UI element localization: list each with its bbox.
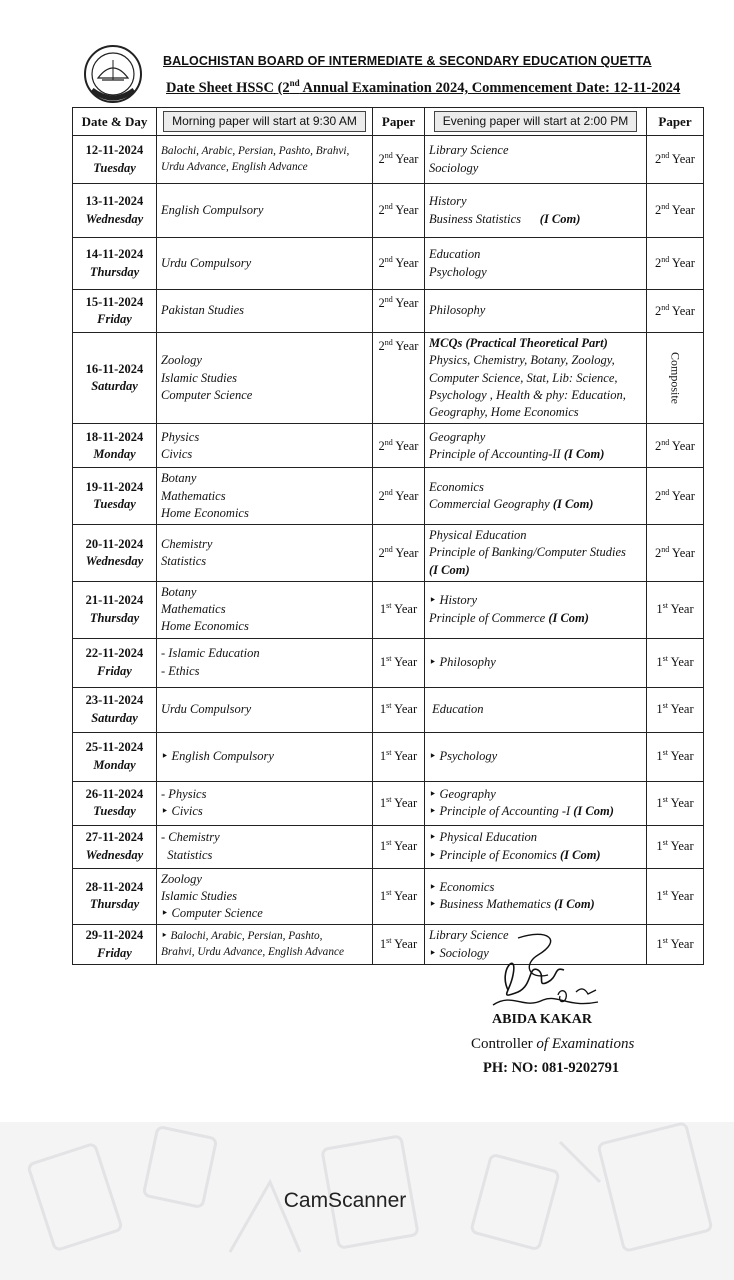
evening-subjects xyxy=(425,238,647,290)
subject-line: - Chemistry xyxy=(161,830,220,845)
header-paper-evening: Paper xyxy=(647,108,704,136)
subject-line: ‣ Principle of Accounting -I (I Com) xyxy=(429,804,614,818)
subject-line: Geography, Home Economics xyxy=(429,405,579,419)
exam-date: 28-11-2024 xyxy=(85,880,144,895)
table-row xyxy=(73,825,704,868)
table-row xyxy=(73,638,704,687)
subject-line: Geography xyxy=(429,429,486,444)
morning-paper-year: 2nd Year xyxy=(373,184,425,238)
subject-line: Zoology xyxy=(161,871,202,886)
subject-line: ‣ Philosophy xyxy=(429,654,496,669)
header-paper-morning: Paper xyxy=(373,108,425,136)
morning-subjects xyxy=(157,290,373,333)
exam-day: Friday xyxy=(97,663,132,678)
table-row xyxy=(73,424,704,468)
subject-line: - Ethics xyxy=(161,663,200,678)
subject-line: Sociology xyxy=(429,160,479,175)
morning-paper-year: 2nd Year xyxy=(373,525,425,582)
evening-subjects xyxy=(425,184,647,238)
subject-line: Pakistan Studies xyxy=(161,303,244,318)
date-cell xyxy=(73,333,157,424)
evening-paper-year: 1st Year xyxy=(647,638,704,687)
subject-line: ‣ English Compulsory xyxy=(161,748,274,763)
exam-date: 26-11-2024 xyxy=(85,786,144,801)
table-row xyxy=(73,868,704,925)
subject-line: Education xyxy=(429,701,484,716)
subject-line: Urdu Compulsory xyxy=(161,701,252,716)
icom-tag: (I Com) xyxy=(573,804,614,818)
subject-line: English Compulsory xyxy=(161,202,264,217)
evening-paper-year: 1st Year xyxy=(647,732,704,781)
evening-paper-year: 1st Year xyxy=(647,581,704,638)
evening-subjects xyxy=(425,825,647,868)
exam-date: 23-11-2024 xyxy=(85,693,144,708)
evening-subjects xyxy=(425,136,647,184)
subject-line: Urdu Compulsory xyxy=(161,255,252,270)
subject-line: Principle of Banking/Computer Studies xyxy=(429,545,626,560)
subject-line: Library Science xyxy=(429,928,509,943)
evening-subjects xyxy=(425,581,647,638)
subject-line: Business Statistics (I Com) xyxy=(429,211,581,226)
date-cell xyxy=(73,638,157,687)
evening-subjects xyxy=(425,687,647,732)
morning-subjects xyxy=(157,687,373,732)
exam-date: 21-11-2024 xyxy=(85,593,144,608)
table-row xyxy=(73,732,704,781)
morning-paper-year: 1st Year xyxy=(373,581,425,638)
evening-paper-year: 2nd Year xyxy=(647,290,704,333)
subject-line: ‣ Economics xyxy=(429,880,495,895)
morning-paper-year: 2nd Year xyxy=(373,468,425,525)
composite-label: Composite xyxy=(668,352,683,405)
subject-line: ‣ Geography xyxy=(429,786,496,801)
date-cell xyxy=(73,581,157,638)
subject-line: Computer Science, Stat, Lib: Science, xyxy=(429,370,618,385)
icom-tag: (I Com) xyxy=(559,847,601,862)
subject-line: Statistics xyxy=(161,553,207,568)
subject-line xyxy=(429,562,642,579)
date-cell xyxy=(73,925,157,965)
board-name: BALOCHISTAN BOARD OF INTERMEDIATE & SECONDARY EDUCATION QUETTA xyxy=(163,54,652,68)
subject-line: Principle of Commerce (I Com) xyxy=(429,610,589,625)
morning-subjects xyxy=(157,525,373,582)
subject-line: Library Science xyxy=(429,143,509,158)
subject-line: Mathematics xyxy=(161,602,226,616)
exam-day: Tuesday xyxy=(93,160,136,175)
morning-paper-year: 2nd Year xyxy=(373,424,425,468)
subject-line: ‣ Psychology xyxy=(429,748,498,763)
exam-day: Tuesday xyxy=(93,497,136,512)
subject-line: Islamic Studies xyxy=(161,888,238,903)
date-cell xyxy=(73,136,157,184)
exam-day: Wednesday xyxy=(85,847,144,862)
date-cell xyxy=(73,868,157,925)
subject-line: Economics xyxy=(429,479,484,494)
subject-line: Botany xyxy=(161,584,197,599)
subject-line: Zoology xyxy=(161,353,202,368)
morning-subjects xyxy=(157,468,373,525)
date-cell xyxy=(73,290,157,333)
date-cell xyxy=(73,687,157,732)
date-cell xyxy=(73,525,157,582)
morning-subjects xyxy=(157,136,373,184)
table-row xyxy=(73,184,704,238)
exam-date: 14-11-2024 xyxy=(85,247,144,262)
subject-line: ‣ Sociology xyxy=(429,945,489,960)
mcq-title: MCQs (Practical Theoretical Part) xyxy=(429,336,608,350)
subject-line: Physical Education xyxy=(429,528,527,542)
evening-paper-year: 2nd Year xyxy=(647,468,704,525)
icom-tag: (I Com) xyxy=(554,897,595,912)
subject-line: ‣ Business Mathematics (I Com) xyxy=(429,897,595,912)
evening-mcq-subjects xyxy=(425,333,647,424)
morning-paper-year: 2nd Year xyxy=(373,238,425,290)
morning-subjects xyxy=(157,333,373,424)
header-date-day: Date & Day xyxy=(73,108,157,136)
evening-subjects xyxy=(425,290,647,333)
subject-line: Computer Science xyxy=(161,387,253,402)
subject-line: Urdu Advance, English Advance xyxy=(161,160,308,173)
morning-paper-year: 2nd Year xyxy=(373,290,425,333)
morning-paper-year: 1st Year xyxy=(373,732,425,781)
evening-paper-year: 2nd Year xyxy=(647,136,704,184)
evening-subjects xyxy=(425,525,647,582)
subject-line: Physics, Chemistry, Botany, Zoology, xyxy=(429,353,615,368)
evening-subjects xyxy=(425,732,647,781)
morning-subjects xyxy=(157,732,373,781)
subject-line: ‣ History xyxy=(429,593,477,608)
evening-paper-year: 1st Year xyxy=(647,825,704,868)
morning-subjects xyxy=(157,868,373,925)
evening-subjects xyxy=(425,424,647,468)
evening-paper-year: 1st Year xyxy=(647,687,704,732)
evening-subjects xyxy=(425,781,647,825)
exam-date: 18-11-2024 xyxy=(85,429,144,444)
morning-subjects xyxy=(157,825,373,868)
table-row xyxy=(73,581,704,638)
table-header-row xyxy=(73,108,704,136)
subject-line: Statistics xyxy=(161,847,213,862)
subject-line: Psychology xyxy=(429,264,487,279)
morning-subjects xyxy=(157,638,373,687)
exam-date: 29-11-2024 xyxy=(85,928,144,943)
icom-tag: (I Com) xyxy=(548,610,589,625)
board-logo xyxy=(80,44,146,106)
table-row xyxy=(73,238,704,290)
exam-date: 19-11-2024 xyxy=(85,479,144,494)
morning-subjects xyxy=(157,581,373,638)
table-row xyxy=(73,468,704,525)
morning-paper-year: 1st Year xyxy=(373,781,425,825)
exam-day: Thursday xyxy=(89,897,140,912)
exam-day: Saturday xyxy=(91,379,138,394)
subject-line: Balochi, Arabic, Persian, Pashto, Brahvi, xyxy=(161,144,350,157)
exam-date: 12-11-2024 xyxy=(85,143,144,158)
subject-line: - Islamic Education xyxy=(161,646,260,661)
evening-subjects xyxy=(425,468,647,525)
icom-tag: (I Com) xyxy=(552,497,594,512)
evening-paper-year: 2nd Year xyxy=(647,525,704,582)
date-cell xyxy=(73,184,157,238)
subject-line: Psychology , Health & phy: Education, xyxy=(429,387,626,402)
morning-paper-year: 2nd Year xyxy=(373,333,425,424)
evening-paper-year: 2nd Year xyxy=(647,424,704,468)
subject-line: Commercial Geography (I Com) xyxy=(429,497,594,512)
exam-date: 16-11-2024 xyxy=(85,361,144,376)
exam-day: Friday xyxy=(97,945,132,960)
evening-paper-year: 1st Year xyxy=(647,925,704,965)
evening-subjects xyxy=(425,868,647,925)
exam-day: Thursday xyxy=(89,610,140,625)
icom-tag: (I Com) xyxy=(539,211,581,226)
date-cell xyxy=(73,238,157,290)
subject-line: Education xyxy=(429,247,481,262)
controller-title: Controller of Examinations xyxy=(471,1036,635,1052)
morning-paper-year: 1st Year xyxy=(373,687,425,732)
subject-line: Home Economics xyxy=(161,505,249,520)
evening-subjects xyxy=(425,638,647,687)
exam-date: 20-11-2024 xyxy=(85,536,144,551)
morning-subjects xyxy=(157,424,373,468)
icom-tag: (I Com) xyxy=(563,446,605,461)
subject-line: Home Economics xyxy=(161,619,249,634)
exam-date: 13-11-2024 xyxy=(85,194,144,209)
date-cell xyxy=(73,781,157,825)
morning-subjects xyxy=(157,781,373,825)
subject-line: ‣ Physical Education xyxy=(429,830,538,845)
subject-line: ‣ Computer Science xyxy=(161,906,263,920)
exam-date: 22-11-2024 xyxy=(85,646,144,661)
subject-line: Chemistry xyxy=(161,536,213,551)
exam-day: Tuesday xyxy=(93,804,136,818)
signature-image xyxy=(488,930,628,1020)
subject-line: Botany xyxy=(161,471,197,486)
subject-line: - Physics xyxy=(161,786,207,801)
morning-subjects xyxy=(157,184,373,238)
morning-paper-year: 2nd Year xyxy=(373,136,425,184)
table-row xyxy=(73,781,704,825)
subject-line: Philosophy xyxy=(429,303,486,318)
evening-paper-year: 1st Year xyxy=(647,868,704,925)
exam-day: Monday xyxy=(93,757,136,772)
exam-day: Friday xyxy=(97,312,132,326)
camscanner-brand: CamScanner xyxy=(283,1189,407,1212)
exam-day: Monday xyxy=(93,446,136,461)
subject-line: ‣ Civics xyxy=(161,804,203,818)
table-row xyxy=(73,290,704,333)
morning-paper-year: 1st Year xyxy=(373,638,425,687)
exam-date: 25-11-2024 xyxy=(85,740,144,755)
table-row xyxy=(73,333,704,424)
evening-paper-year: 2nd Year xyxy=(647,238,704,290)
icom-tag: (I Com) xyxy=(429,562,470,577)
subject-line: Principle of Accounting-II (I Com) xyxy=(429,446,605,461)
exam-day: Thursday xyxy=(89,264,140,279)
table-row xyxy=(73,136,704,184)
exam-day: Wednesday xyxy=(85,553,144,568)
subject-line: Civics xyxy=(161,446,193,461)
morning-paper-year: 1st Year xyxy=(373,825,425,868)
exam-date: 27-11-2024 xyxy=(85,830,144,845)
subject-line: Brahvi, Urdu Advance, English Advance xyxy=(161,945,345,958)
evening-paper-composite xyxy=(647,333,704,424)
morning-paper-year: 1st Year xyxy=(373,868,425,925)
controller-phone: PH: NO: 081-9202791 xyxy=(483,1060,620,1076)
controller-name: ABIDA KAKAR xyxy=(492,1012,592,1027)
exam-day: Saturday xyxy=(91,710,138,725)
morning-subjects xyxy=(157,238,373,290)
subject-line: Mathematics xyxy=(161,488,226,503)
table-row xyxy=(73,525,704,582)
date-cell xyxy=(73,825,157,868)
morning-paper-year: 1st Year xyxy=(373,925,425,965)
date-cell xyxy=(73,468,157,525)
exam-day: Wednesday xyxy=(85,211,144,226)
subject-line: ‣ Balochi, Arabic, Persian, Pashto, xyxy=(161,929,323,942)
evening-paper-year: 2nd Year xyxy=(647,184,704,238)
subject-line: Islamic Studies xyxy=(161,370,238,385)
header-morning: Morning paper will start at 9:30 AM xyxy=(157,108,373,136)
morning-subjects xyxy=(157,925,373,965)
date-sheet-title: Date Sheet HSSC (2nd Annual Examination 2024, Commencement Date: 12-11-2024 xyxy=(166,78,681,96)
exam-date: 15-11-2024 xyxy=(85,294,144,309)
subject-line: Physics xyxy=(161,429,200,444)
header-evening: Evening paper will start at 2:00 PM xyxy=(425,108,647,136)
table-row xyxy=(73,687,704,732)
subject-line: History xyxy=(429,194,467,209)
date-cell xyxy=(73,424,157,468)
subject-line: ‣ Principle of Economics (I Com) xyxy=(429,847,601,862)
date-cell xyxy=(73,732,157,781)
date-sheet-table xyxy=(72,107,704,965)
evening-paper-year: 1st Year xyxy=(647,781,704,825)
